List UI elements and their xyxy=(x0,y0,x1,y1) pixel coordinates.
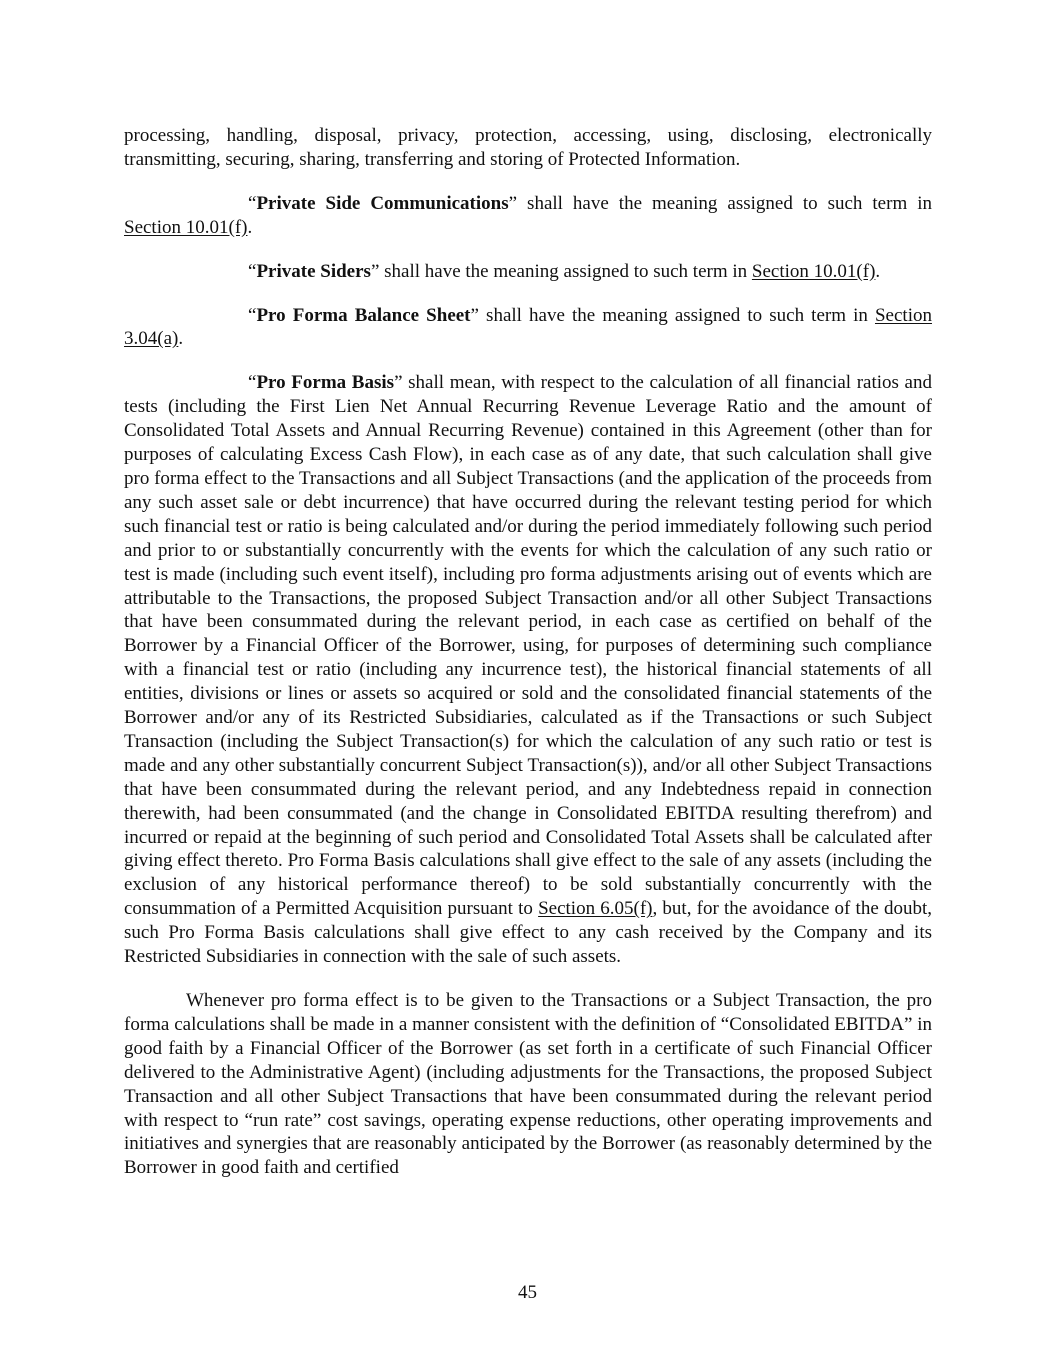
open-quote: “ xyxy=(248,372,257,394)
open-quote: “ xyxy=(248,192,257,214)
definition-end: . xyxy=(875,260,881,282)
document-page xyxy=(124,124,932,1200)
definition-private-siders xyxy=(124,260,932,284)
section-reference: Section 6.05(f) xyxy=(538,898,653,920)
defined-term: Private Side Communications xyxy=(256,192,509,214)
definition-text: ” shall have the meaning assigned to such term in xyxy=(470,304,875,326)
section-reference: Section 10.01(f) xyxy=(124,216,248,238)
definition-text: ” shall mean, with respect to the calculation of all financial ratios and tests (including the First Lien Net Annual Recurring Revenue Leverage Ratio and the amount of Consolidated Total Assets and Annual Recurring Revenue) contained in this Agreement (other than for purposes of calculating Excess Cash Flow), in each case as of any date, that such calculation shall give pro forma effect to the Transactions and all Subject Transactions (and the application of the proceeds from any such asset sale or debt incurrence) that have occurred during the relevant testing period for which such financial test or ratio is being calculated and/or during the period immediately following such period and prior to or substantially concurrently with the events for which the calculation of any such ratio or test is made (including such event itself), including pro forma adjustments arising out of events which are attributable to the Transactions, the proposed Subject Transaction and/or all other Subject Transactions that have been consummated during the relevant period, in each case as certified on behalf of the Borrower by a Financial Officer of the Borrower, using, for purposes of determining such compliance with a financial test or ratio (including any incurrence test), the historical financial statements of all entities, divisions or lines or assets so acquired or sold and the consolidated financial statements of the Borrower and/or any of its Restricted Subsidiaries, calculated as if the Transactions or such Subject Transaction (including the Subject Transaction(s) for which the calculation of any such ratio or test is made and any other substantially concurrent Subject Transaction(s)), and/or all other Subject Transactions that have been consummated during the relevant period, and any Indebtedness repaid in connection therewith, had been consummated (and the change in Consolidated EBITDA resulting therefrom) and incurred or repaid at the beginning of such period and Consolidated Total Assets shall be calculated after giving effect thereto. Pro Forma Basis calculations shall give effect to the sale of any assets (including the exclusion of any historical performance thereof) to be sold substantially concurrently with the consummation of a Permitted Acquisition pursuant to xyxy=(124,372,933,920)
defined-term: Pro Forma Basis xyxy=(256,372,395,394)
section-reference: Section 3.04(a) xyxy=(124,304,932,350)
definition-end: . xyxy=(247,216,253,238)
definition-text-continued: , but, for the avoidance of the doubt, such Pro Forma Basis calculations shall give effect to any cash received by the Company and its Restricted Subsidiaries in connection with the sale of such assets. xyxy=(124,898,932,968)
defined-term: Pro Forma Balance Sheet xyxy=(256,304,471,326)
definition-private-side-communications xyxy=(124,192,932,240)
open-quote: “ xyxy=(248,304,257,326)
definition-text: ” shall have the meaning assigned to such term in xyxy=(508,192,932,214)
page-number: 45 xyxy=(518,1282,537,1303)
section-reference: Section 10.01(f) xyxy=(751,260,876,282)
open-quote: “ xyxy=(248,260,257,282)
definition-pro-forma-basis xyxy=(124,371,932,969)
paragraph-intro: processing, handling, disposal, privacy, protection, accessing, using, disclosing, electronically transmitting, securing, sharing, transferring and storing of Protected Information. xyxy=(124,125,932,170)
paragraph-whenever: Whenever pro forma effect is to be given to the Transactions or a Subject Transaction, the pro forma calculations shall be made in a manner consistent with the definition of “Consolidated EBITDA” in good faith by a Financial Officer of the Borrower (as set forth in a certificate of such Financial Officer delivered to the Administrative Agent) (including adjustments for the Transactions, the proposed Subject Transaction and all other Subject Transactions that have been consummated during the relevant period with respect to “run rate” cost savings, operating expense reductions, other operating improvements and initiatives and synergies that are reasonably anticipated by the Borrower (as reasonably determined by the Borrower in good faith and certified xyxy=(124,990,932,1179)
defined-term: Private Siders xyxy=(256,260,371,282)
definition-text: ” shall have the meaning assigned to such term in xyxy=(370,260,752,282)
definition-end: . xyxy=(178,328,184,350)
definition-pro-forma-balance-sheet xyxy=(124,304,932,352)
